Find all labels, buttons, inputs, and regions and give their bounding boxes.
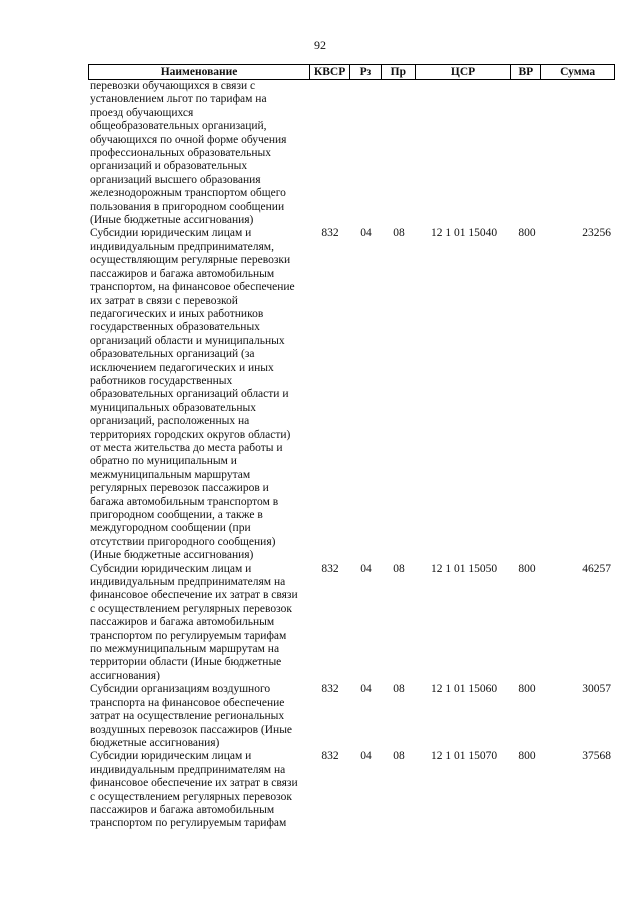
table-row (88, 563, 615, 684)
row-name-line: транспортом по регулируемым тарифам (90, 817, 287, 830)
row-name (88, 750, 310, 830)
row-name-line: организаций высшего образования (90, 173, 261, 186)
header-csr: ЦСР (416, 65, 512, 79)
row-name-line: Субсидии юридическим лицам и (90, 227, 252, 240)
row-name-line: обучающихся по очной форме обучения (90, 133, 287, 146)
row-name-line: транспортом по регулируемым тарифам (90, 629, 287, 642)
row-name-line: отсутствии пригородного сообщения) (90, 535, 276, 548)
row-name-line: пассажиров и багажа автомобильным (90, 267, 275, 280)
cell-kvsr: 832 (321, 227, 339, 240)
row-name-line: пользования в пригородном сообщении (90, 200, 285, 213)
row-name-line: пассажиров и багажа автомобильным (90, 616, 275, 629)
row-name-line: профессиональных образовательных (90, 147, 271, 160)
row-name-line: образовательных организаций области и (90, 388, 289, 401)
cell-kvsr: 832 (321, 562, 339, 575)
row-name-line: по межмуниципальным маршрутам на (90, 643, 280, 656)
cell-rz: 04 (360, 750, 372, 763)
page-number: 92 (314, 38, 326, 52)
row-name-line: регулярных перевозок пассажиров и (90, 482, 269, 495)
row-name-line: обратно по муниципальным и (90, 455, 237, 468)
row-name-line: затрат на осуществление региональных (90, 710, 285, 723)
cell-rz: 04 (360, 562, 372, 575)
row-name-line: проезд обучающихся (90, 106, 194, 119)
cell-csr: 12 1 01 15060 (430, 683, 498, 696)
cell-rz: 04 (360, 683, 372, 696)
row-name-line: железнодорожным транспортом общего (90, 187, 286, 200)
row-name-line: транспортом, на финансовое обеспечение (90, 281, 295, 294)
row-name-line: индивидуальным предпринимателям на (90, 576, 286, 589)
row-name-line: перевозки обучающихся в связи с (90, 80, 256, 92)
cell-vr: 800 (518, 750, 536, 763)
cell-vr: 800 (518, 562, 536, 575)
row-name-line: педагогических и иных работников (90, 307, 264, 320)
table-header (88, 64, 615, 80)
row-name-line: установлением льгот по тарифам на (90, 93, 267, 106)
table-body (88, 80, 615, 831)
row-name (88, 563, 310, 684)
table-row (88, 80, 615, 227)
row-name-line: с осуществлением регулярных перевозок (90, 602, 292, 615)
cell-sum: 30057 (582, 683, 611, 696)
header-pr: Пр (382, 65, 416, 79)
row-name-line: их затрат в связи с перевозкой (90, 294, 238, 307)
header-sum: Сумма (560, 66, 596, 78)
budget-table (88, 64, 615, 831)
row-name-line: транспорта на финансовое обеспечение (90, 696, 285, 709)
row-name-line: образовательных организаций (за (90, 348, 255, 361)
cell-kvsr (310, 80, 350, 227)
row-name-line: исключением педагогических и иных (90, 361, 274, 374)
row-name-line: (Иные бюджетные ассигнования) (90, 214, 254, 227)
row-name-line: междугородном сообщении (при (90, 522, 251, 535)
header-vr: ВР (511, 65, 541, 79)
row-name-line: организаций, расположенных на (90, 415, 250, 428)
row-name-line: финансовое обеспечение их затрат в связи (90, 777, 298, 790)
header-rz: Рз (350, 65, 382, 79)
table-row (88, 683, 615, 750)
row-name-line: территориях городских округов области) (90, 428, 291, 441)
row-name-line: территории области (Иные бюджетные (90, 656, 282, 669)
row-name-line: организаций области и муниципальных (90, 334, 285, 347)
row-name-line: багажа автомобильным транспортом в (90, 495, 279, 508)
row-name-line: межмуниципальным маршрутам (90, 468, 251, 481)
row-name-line: общеобразовательных организаций, (90, 120, 267, 133)
row-name-line: с осуществлением регулярных перевозок (90, 790, 292, 803)
cell-rz: 04 (360, 227, 372, 240)
row-name-line: (Иные бюджетные ассигнования) (90, 549, 254, 562)
row-name-line: пригородном сообщении, а также в (90, 509, 263, 521)
row-name-line: от места жительства до места работы и (90, 441, 283, 454)
row-name-line: работников государственных (90, 374, 233, 387)
cell-kvsr: 832 (321, 750, 339, 763)
row-name-line: пассажиров и багажа автомобильным (90, 803, 275, 816)
row-name (88, 80, 310, 227)
cell-pr: 08 (393, 227, 405, 240)
row-name (88, 683, 310, 750)
row-name-line: организаций и образовательных (90, 160, 248, 173)
row-name-line: ассигнования) (90, 669, 160, 682)
cell-kvsr: 832 (321, 683, 339, 696)
cell-vr: 800 (518, 227, 536, 240)
cell-csr: 12 1 01 15070 (430, 750, 498, 763)
cell-rz (350, 80, 382, 227)
cell-sum: 46257 (582, 562, 611, 575)
row-name-line: осуществляющим регулярные перевозки (90, 254, 291, 267)
row-name-line: индивидуальным предпринимателям на (90, 763, 286, 776)
cell-pr: 08 (393, 750, 405, 763)
cell-csr: 12 1 01 15040 (430, 227, 498, 240)
header-name: Наименование (89, 65, 310, 79)
cell-sum (542, 80, 615, 227)
cell-vr (512, 80, 542, 227)
row-name-line: Субсидии организациям воздушного (90, 683, 271, 696)
cell-vr: 800 (518, 683, 536, 696)
cell-csr: 12 1 01 15050 (430, 562, 498, 575)
table-row (88, 750, 615, 830)
cell-pr: 08 (393, 683, 405, 696)
row-name-line: бюджетные ассигнования) (90, 736, 220, 749)
row-name-line: Субсидии юридическим лицам и (90, 750, 252, 763)
row-name-line: финансовое обеспечение их затрат в связи (90, 589, 298, 602)
table-row (88, 227, 615, 562)
row-name-line: Субсидии юридическим лицам и (90, 562, 252, 575)
row-name-line: муниципальных образовательных (90, 401, 257, 414)
cell-csr (416, 80, 512, 227)
row-name (88, 227, 310, 562)
header-kvsr: КВСР (310, 65, 350, 79)
cell-sum: 23256 (582, 227, 611, 240)
cell-pr (382, 80, 416, 227)
cell-sum: 37568 (582, 750, 611, 763)
row-name-line: государственных образовательных (90, 321, 260, 334)
row-name-line: индивидуальным предпринимателям, (90, 240, 274, 253)
cell-pr: 08 (393, 562, 405, 575)
row-name-line: воздушных перевозок пассажиров (Иные (90, 723, 293, 736)
